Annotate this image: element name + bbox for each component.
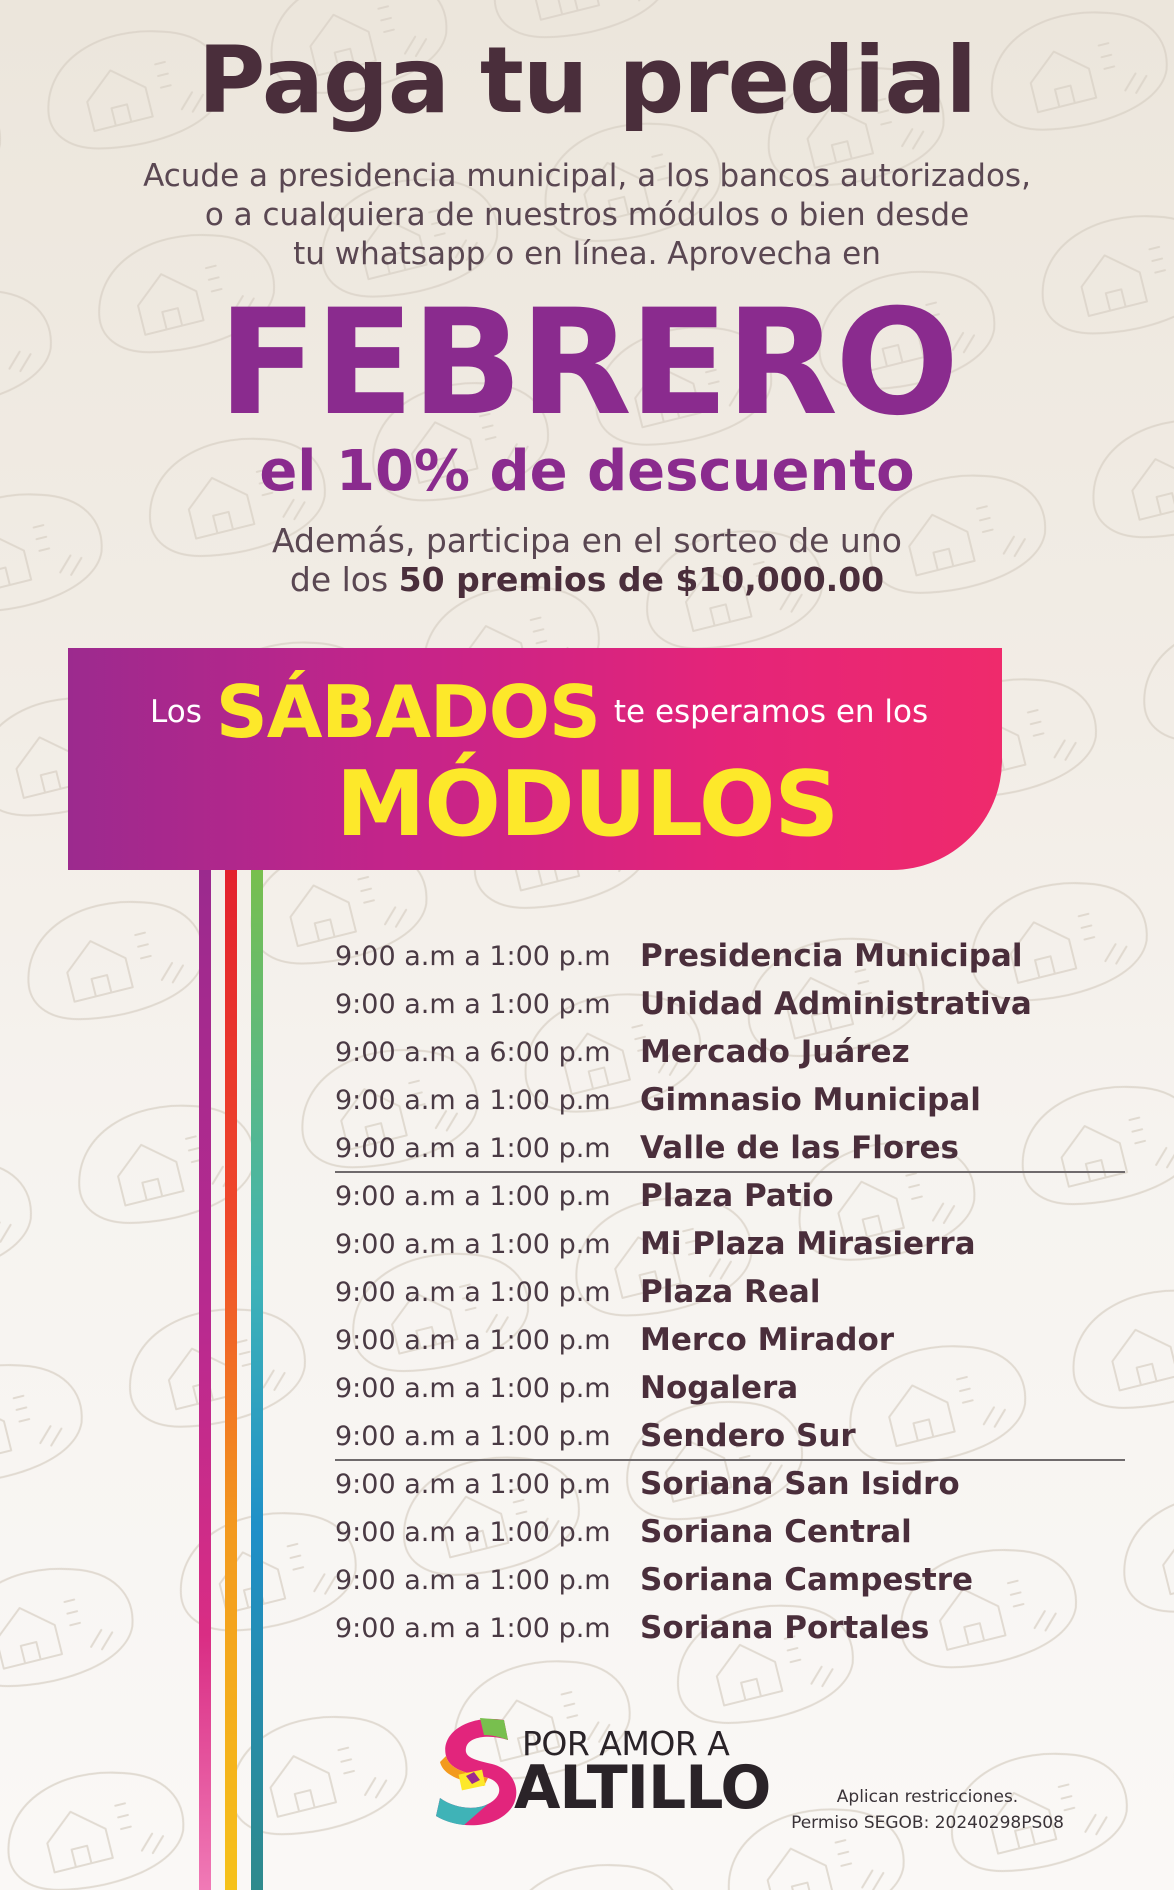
schedule-row xyxy=(335,1316,1125,1364)
schedule-place: Plaza Patio xyxy=(640,1178,834,1214)
schedule-row xyxy=(335,1028,1125,1076)
schedule-place: Soriana Campestre xyxy=(640,1562,974,1598)
schedule-place: Unidad Administrativa xyxy=(640,986,1032,1022)
schedule-time: 9:00 a.m a 1:00 p.m xyxy=(335,1420,611,1452)
intro-text xyxy=(137,157,1037,274)
schedule-time: 9:00 a.m a 1:00 p.m xyxy=(335,1276,611,1308)
schedule-time: 9:00 a.m a 1:00 p.m xyxy=(335,1612,611,1644)
schedule-place: Nogalera xyxy=(640,1370,799,1406)
logo-text-bottom: ALTILLO xyxy=(514,1753,771,1823)
schedule-place: Gimnasio Municipal xyxy=(640,1082,981,1118)
schedule-time: 9:00 a.m a 1:00 p.m xyxy=(335,1228,611,1260)
decorative-stripe xyxy=(251,870,263,1890)
discount-text: el 10% de descuento xyxy=(259,439,915,504)
schedule-row xyxy=(335,1268,1125,1316)
schedule-time: 9:00 a.m a 6:00 p.m xyxy=(335,1036,611,1068)
intro-line: o a cualquiera de nuestros módulos o bien desde xyxy=(204,197,970,233)
permit-text: Permiso SEGOB: 20240298PS08 xyxy=(791,1813,1064,1833)
schedule-row xyxy=(335,932,1125,980)
poster-title: Paga tu predial xyxy=(197,27,977,134)
schedule-place: Mercado Juárez xyxy=(640,1034,910,1070)
schedule-time: 9:00 a.m a 1:00 p.m xyxy=(335,1372,611,1404)
schedule-row xyxy=(335,1124,1125,1172)
schedule-time: 9:00 a.m a 1:00 p.m xyxy=(335,1180,611,1212)
schedule-place: Merco Mirador xyxy=(640,1322,895,1358)
schedule-time: 9:00 a.m a 1:00 p.m xyxy=(335,1516,611,1548)
decorative-stripe xyxy=(225,870,237,1890)
decorative-stripe xyxy=(199,870,211,1890)
schedule-row xyxy=(335,1412,1125,1460)
schedule-row xyxy=(335,1508,1125,1556)
raffle-prefix: de los xyxy=(289,560,389,599)
schedule-time: 9:00 a.m a 1:00 p.m xyxy=(335,940,611,972)
banner-prefix: Los xyxy=(150,694,202,730)
promo-month: FEBRERO xyxy=(217,278,957,448)
schedule-place: Sendero Sur xyxy=(640,1418,856,1454)
schedule-place: Soriana Central xyxy=(640,1514,912,1550)
raffle-text xyxy=(137,521,1037,599)
schedule-place: Presidencia Municipal xyxy=(640,938,1023,974)
legal-notice xyxy=(780,1784,1075,1836)
schedule-row xyxy=(335,1364,1125,1412)
schedule-row xyxy=(335,1460,1125,1508)
por-amor-a-saltillo-logo xyxy=(430,1712,771,1832)
module-schedule-list xyxy=(335,932,1125,1652)
altillo-s-logo-icon xyxy=(430,1712,522,1830)
banner-line xyxy=(150,672,928,752)
intro-line: Acude a presidencia municipal, a los bancos autorizados, xyxy=(143,158,1031,194)
schedule-row xyxy=(335,1076,1125,1124)
schedule-row xyxy=(335,1220,1125,1268)
schedule-row xyxy=(335,1604,1125,1652)
schedule-time: 9:00 a.m a 1:00 p.m xyxy=(335,1324,611,1356)
schedule-place: Soriana Portales xyxy=(640,1610,930,1646)
schedule-time: 9:00 a.m a 1:00 p.m xyxy=(335,1084,611,1116)
banner-suffix: te esperamos en los xyxy=(613,694,929,730)
schedule-place: Plaza Real xyxy=(640,1274,821,1310)
banner-highlight: SÁBADOS xyxy=(215,670,600,754)
schedule-row xyxy=(335,980,1125,1028)
schedule-time: 9:00 a.m a 1:00 p.m xyxy=(335,1564,611,1596)
schedule-time: 9:00 a.m a 1:00 p.m xyxy=(335,1468,611,1500)
restrictions-text: Aplican restricciones. xyxy=(836,1787,1019,1807)
schedule-place: Soriana San Isidro xyxy=(640,1466,960,1502)
schedule-place: Mi Plaza Mirasierra xyxy=(640,1226,976,1262)
schedule-time: 9:00 a.m a 1:00 p.m xyxy=(335,988,611,1020)
logo-text-top: POR AMOR A xyxy=(522,1724,730,1763)
raffle-line: Además, participa en el sorteo de uno xyxy=(272,521,902,560)
banner-headline: MÓDULOS xyxy=(335,752,839,857)
schedule-row xyxy=(335,1556,1125,1604)
schedule-place: Valle de las Flores xyxy=(640,1130,959,1166)
schedule-time: 9:00 a.m a 1:00 p.m xyxy=(335,1132,611,1164)
raffle-prizes: 50 premios de $10,000.00 xyxy=(398,560,885,599)
intro-line: tu whatsapp o en línea. Aprovecha en xyxy=(293,236,881,272)
schedule-row xyxy=(335,1172,1125,1220)
